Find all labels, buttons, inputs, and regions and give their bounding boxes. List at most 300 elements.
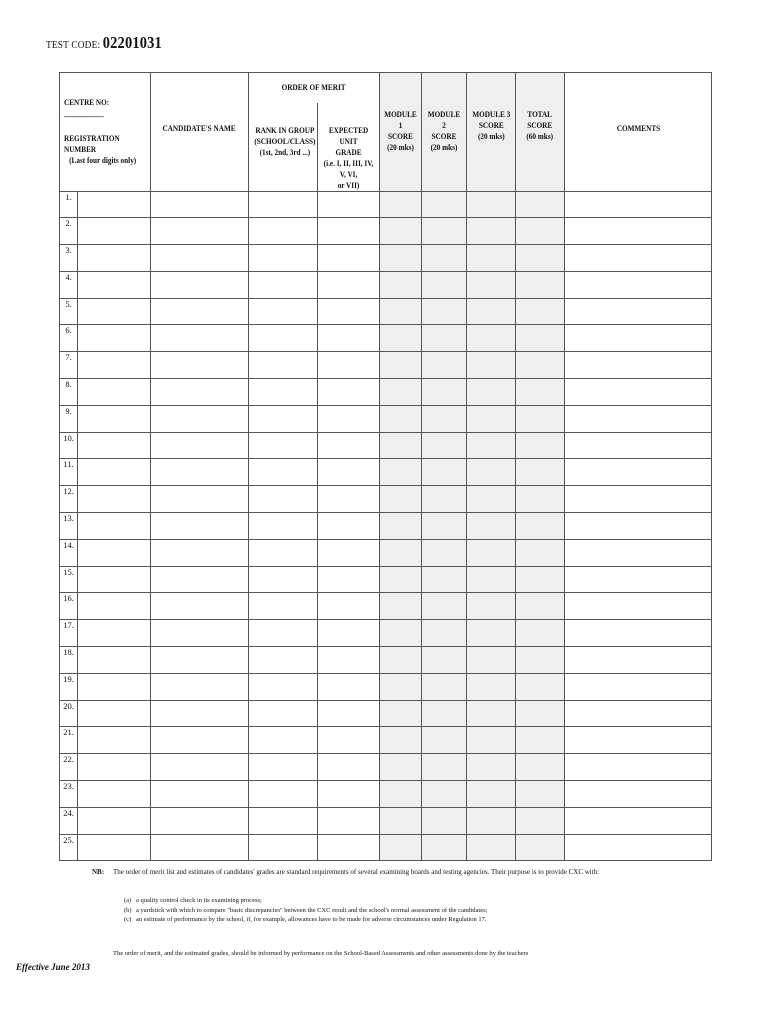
module3-score-cell[interactable] xyxy=(467,781,516,808)
expected-grade-cell[interactable] xyxy=(318,647,380,674)
comments-header: COMMENTS xyxy=(565,73,712,192)
module1-score-cell[interactable] xyxy=(380,486,422,513)
total-score-cell[interactable] xyxy=(516,191,565,218)
module1-score-cell[interactable] xyxy=(380,218,422,245)
module3-score-cell[interactable] xyxy=(467,807,516,834)
module2-score-cell[interactable] xyxy=(422,245,467,272)
rank-cell[interactable] xyxy=(249,379,318,406)
module3-score-cell[interactable] xyxy=(467,834,516,861)
row-number: 13. xyxy=(60,513,78,540)
rank-cell[interactable] xyxy=(249,245,318,272)
rank-cell[interactable] xyxy=(249,593,318,620)
comments-cell[interactable] xyxy=(565,781,712,808)
module2-score-cell[interactable] xyxy=(422,271,467,298)
candidate-name-cell[interactable] xyxy=(151,486,249,513)
expected-grade-cell[interactable] xyxy=(318,459,380,486)
module1-score-cell[interactable] xyxy=(380,459,422,486)
table-row xyxy=(60,727,712,754)
row-number: 20. xyxy=(60,700,78,727)
registration-cell[interactable] xyxy=(78,352,151,379)
rank-cell[interactable] xyxy=(249,566,318,593)
module1-score-cell[interactable] xyxy=(380,754,422,781)
module1-score-cell[interactable] xyxy=(380,271,422,298)
table-row xyxy=(60,218,712,245)
registration-cell[interactable] xyxy=(78,700,151,727)
candidate-name-cell[interactable] xyxy=(151,459,249,486)
comments-cell[interactable] xyxy=(565,593,712,620)
row-number: 23. xyxy=(60,781,78,808)
expected-grade-cell[interactable] xyxy=(318,539,380,566)
module3-score-cell[interactable] xyxy=(467,325,516,352)
nb-label: NB: xyxy=(92,868,105,876)
module1-score-cell[interactable] xyxy=(380,647,422,674)
module1-score-cell[interactable] xyxy=(380,432,422,459)
module1-score-cell[interactable] xyxy=(380,379,422,406)
candidate-name-cell[interactable] xyxy=(151,218,249,245)
table-row xyxy=(60,325,712,352)
comments-cell[interactable] xyxy=(565,298,712,325)
registration-cell[interactable] xyxy=(78,486,151,513)
module2-score-cell[interactable] xyxy=(422,379,467,406)
table-row xyxy=(60,539,712,566)
table-row xyxy=(60,245,712,272)
table-row xyxy=(60,405,712,432)
registration-cell[interactable] xyxy=(78,325,151,352)
rank-cell[interactable] xyxy=(249,781,318,808)
candidate-name-cell[interactable] xyxy=(151,673,249,700)
total-score-cell[interactable] xyxy=(516,245,565,272)
row-number: 7. xyxy=(60,352,78,379)
total-score-cell[interactable] xyxy=(516,379,565,406)
module2-score-cell[interactable] xyxy=(422,807,467,834)
module2-score-cell[interactable] xyxy=(422,191,467,218)
candidate-name-cell[interactable] xyxy=(151,647,249,674)
nb-items xyxy=(124,896,487,925)
module3-header: MODULE 3 SCORE (20 mks) xyxy=(467,73,516,192)
row-number: 25. xyxy=(60,834,78,861)
total-score-cell[interactable] xyxy=(516,405,565,432)
row-number: 15. xyxy=(60,566,78,593)
table-row xyxy=(60,807,712,834)
comments-cell[interactable] xyxy=(565,647,712,674)
module2-score-cell[interactable] xyxy=(422,432,467,459)
module3-score-cell[interactable] xyxy=(467,486,516,513)
table-row xyxy=(60,486,712,513)
last-four-label: (Last four digits only) xyxy=(69,155,137,166)
registration-cell[interactable] xyxy=(78,593,151,620)
order-of-merit-header: ORDER OF MERIT xyxy=(249,73,380,103)
expected-grade-cell[interactable] xyxy=(318,271,380,298)
row-number: 14. xyxy=(60,539,78,566)
module2-score-cell[interactable] xyxy=(422,566,467,593)
comments-cell[interactable] xyxy=(565,352,712,379)
total-score-cell[interactable] xyxy=(516,834,565,861)
table-row xyxy=(60,459,712,486)
module3-score-cell[interactable] xyxy=(467,432,516,459)
module3-score-cell[interactable] xyxy=(467,727,516,754)
total-score-cell[interactable] xyxy=(516,673,565,700)
registration-cell[interactable] xyxy=(78,620,151,647)
total-score-cell[interactable] xyxy=(516,539,565,566)
table-row xyxy=(60,647,712,674)
table-row xyxy=(60,298,712,325)
table-row xyxy=(60,513,712,540)
rank-in-group-header: RANK IN GROUP (SCHOOL/CLASS) (1st, 2nd, 3rd ...) xyxy=(249,103,318,192)
row-number: 21. xyxy=(60,727,78,754)
module2-score-cell[interactable] xyxy=(422,298,467,325)
module2-score-cell[interactable] xyxy=(422,673,467,700)
module2-score-cell[interactable] xyxy=(422,513,467,540)
module2-score-cell[interactable] xyxy=(422,352,467,379)
module3-score-cell[interactable] xyxy=(467,539,516,566)
table-row xyxy=(60,593,712,620)
module1-header: MODULE 1 SCORE (20 mks) xyxy=(380,73,422,192)
comments-cell[interactable] xyxy=(565,405,712,432)
expected-grade-cell[interactable] xyxy=(318,807,380,834)
registration-cell[interactable] xyxy=(78,647,151,674)
module2-score-cell[interactable] xyxy=(422,620,467,647)
row-number: 1. xyxy=(60,191,78,218)
module3-score-cell[interactable] xyxy=(467,593,516,620)
comments-cell[interactable] xyxy=(565,191,712,218)
table-row xyxy=(60,834,712,861)
module1-score-cell[interactable] xyxy=(380,807,422,834)
module3-score-cell[interactable] xyxy=(467,673,516,700)
comments-cell[interactable] xyxy=(565,807,712,834)
rank-cell[interactable] xyxy=(249,432,318,459)
table-row xyxy=(60,673,712,700)
total-score-cell[interactable] xyxy=(516,486,565,513)
expected-grade-cell[interactable] xyxy=(318,673,380,700)
comments-cell[interactable] xyxy=(565,834,712,861)
module3-score-cell[interactable] xyxy=(467,566,516,593)
total-score-cell[interactable] xyxy=(516,700,565,727)
candidate-name-cell[interactable] xyxy=(151,405,249,432)
module3-score-cell[interactable] xyxy=(467,191,516,218)
expected-grade-cell[interactable] xyxy=(318,513,380,540)
registration-cell[interactable] xyxy=(78,245,151,272)
total-score-cell[interactable] xyxy=(516,325,565,352)
total-score-cell[interactable] xyxy=(516,271,565,298)
rank-cell[interactable] xyxy=(249,271,318,298)
registration-cell[interactable] xyxy=(78,727,151,754)
total-score-cell[interactable] xyxy=(516,298,565,325)
module3-score-cell[interactable] xyxy=(467,700,516,727)
candidate-name-cell[interactable] xyxy=(151,539,249,566)
candidate-name-header: CANDIDATE'S NAME xyxy=(151,73,249,192)
registration-number-label: REGISTRATION NUMBER xyxy=(64,133,120,155)
total-score-cell[interactable] xyxy=(516,352,565,379)
module1-score-cell[interactable] xyxy=(380,191,422,218)
comments-cell[interactable] xyxy=(565,379,712,406)
expected-grade-cell[interactable] xyxy=(318,486,380,513)
module3-score-cell[interactable] xyxy=(467,647,516,674)
module2-score-cell[interactable] xyxy=(422,781,467,808)
module1-score-cell[interactable] xyxy=(380,727,422,754)
registration-cell[interactable] xyxy=(78,834,151,861)
row-number: 4. xyxy=(60,271,78,298)
total-score-cell[interactable] xyxy=(516,727,565,754)
comments-cell[interactable] xyxy=(565,245,712,272)
registration-cell[interactable] xyxy=(78,673,151,700)
expected-grade-header: EXPECTED UNIT GRADE (i.e. I, II, III, IV, V, VI, or VII) xyxy=(318,103,380,192)
candidate-name-cell[interactable] xyxy=(151,245,249,272)
candidate-name-cell[interactable] xyxy=(151,325,249,352)
registration-cell[interactable] xyxy=(78,271,151,298)
candidate-name-cell[interactable] xyxy=(151,620,249,647)
module1-score-cell[interactable] xyxy=(380,513,422,540)
rank-cell[interactable] xyxy=(249,807,318,834)
module2-score-cell[interactable] xyxy=(422,727,467,754)
module2-score-cell[interactable] xyxy=(422,700,467,727)
candidate-name-cell[interactable] xyxy=(151,379,249,406)
expected-grade-cell[interactable] xyxy=(318,754,380,781)
table-row xyxy=(60,620,712,647)
comments-cell[interactable] xyxy=(565,620,712,647)
total-score-header: TOTAL SCORE (60 mks) xyxy=(516,73,565,192)
rank-cell[interactable] xyxy=(249,727,318,754)
row-number: 8. xyxy=(60,379,78,406)
rank-cell[interactable] xyxy=(249,620,318,647)
module1-score-cell[interactable] xyxy=(380,298,422,325)
module3-score-cell[interactable] xyxy=(467,379,516,406)
registration-cell[interactable] xyxy=(78,379,151,406)
module3-score-cell[interactable] xyxy=(467,513,516,540)
module3-score-cell[interactable] xyxy=(467,754,516,781)
expected-grade-cell[interactable] xyxy=(318,218,380,245)
table-row xyxy=(60,271,712,298)
centre-no-label: CENTRE NO: ___________ xyxy=(64,97,110,119)
expected-grade-cell[interactable] xyxy=(318,405,380,432)
module1-score-cell[interactable] xyxy=(380,352,422,379)
rank-cell[interactable] xyxy=(249,647,318,674)
row-number: 10. xyxy=(60,432,78,459)
module2-score-cell[interactable] xyxy=(422,218,467,245)
expected-grade-cell[interactable] xyxy=(318,620,380,647)
module1-score-cell[interactable] xyxy=(380,781,422,808)
module2-score-cell[interactable] xyxy=(422,593,467,620)
rank-cell[interactable] xyxy=(249,218,318,245)
nb-item: (c) an estimate of performance by the school, if, for example, allowances have to be made for adverse circumstances under Regulation 17. xyxy=(124,916,487,923)
registration-cell[interactable] xyxy=(78,459,151,486)
registration-cell[interactable] xyxy=(78,566,151,593)
rank-cell[interactable] xyxy=(249,459,318,486)
test-code xyxy=(46,33,162,53)
comments-cell[interactable] xyxy=(565,673,712,700)
row-number: 17. xyxy=(60,620,78,647)
module3-score-cell[interactable] xyxy=(467,459,516,486)
module3-score-cell[interactable] xyxy=(467,352,516,379)
expected-grade-cell[interactable] xyxy=(318,245,380,272)
row-number: 9. xyxy=(60,405,78,432)
rank-cell[interactable] xyxy=(249,754,318,781)
candidate-name-cell[interactable] xyxy=(151,700,249,727)
registration-cell[interactable] xyxy=(78,218,151,245)
module1-score-cell[interactable] xyxy=(380,673,422,700)
row-number: 3. xyxy=(60,245,78,272)
row-number: 22. xyxy=(60,754,78,781)
candidate-name-cell[interactable] xyxy=(151,352,249,379)
table-row xyxy=(60,781,712,808)
expected-grade-cell[interactable] xyxy=(318,325,380,352)
module2-score-cell[interactable] xyxy=(422,834,467,861)
nb-footer: The order of merit, and the estimated grades, should be informed by performance on the School-Based Assessments and other assessments done by the teachers xyxy=(113,950,529,957)
table-row xyxy=(60,191,712,218)
table-row xyxy=(60,700,712,727)
module2-score-cell[interactable] xyxy=(422,647,467,674)
expected-grade-cell[interactable] xyxy=(318,593,380,620)
row-number: 5. xyxy=(60,298,78,325)
module1-score-cell[interactable] xyxy=(380,620,422,647)
registration-header xyxy=(60,73,151,192)
rank-cell[interactable] xyxy=(249,191,318,218)
registration-cell[interactable] xyxy=(78,298,151,325)
registration-cell[interactable] xyxy=(78,513,151,540)
table-row xyxy=(60,566,712,593)
comments-cell[interactable] xyxy=(565,271,712,298)
row-number: 19. xyxy=(60,673,78,700)
total-score-cell[interactable] xyxy=(516,807,565,834)
rank-cell[interactable] xyxy=(249,513,318,540)
table-row xyxy=(60,432,712,459)
module1-score-cell[interactable] xyxy=(380,405,422,432)
candidate-name-cell[interactable] xyxy=(151,727,249,754)
candidate-name-cell[interactable] xyxy=(151,271,249,298)
module1-score-cell[interactable] xyxy=(380,566,422,593)
comments-cell[interactable] xyxy=(565,459,712,486)
module2-score-cell[interactable] xyxy=(422,325,467,352)
module2-score-cell[interactable] xyxy=(422,405,467,432)
module1-score-cell[interactable] xyxy=(380,325,422,352)
candidate-name-cell[interactable] xyxy=(151,834,249,861)
registration-cell[interactable] xyxy=(78,807,151,834)
module3-score-cell[interactable] xyxy=(467,405,516,432)
table-row xyxy=(60,754,712,781)
total-score-cell[interactable] xyxy=(516,620,565,647)
test-code-label: TEST CODE: xyxy=(46,39,101,51)
rank-cell[interactable] xyxy=(249,325,318,352)
module2-header: MODULE 2 SCORE (20 mks) xyxy=(422,73,467,192)
effective-date: Effective June 2013 xyxy=(16,962,90,972)
expected-grade-cell[interactable] xyxy=(318,432,380,459)
total-score-cell[interactable] xyxy=(516,593,565,620)
registration-cell[interactable] xyxy=(78,432,151,459)
module1-score-cell[interactable] xyxy=(380,700,422,727)
candidate-name-cell[interactable] xyxy=(151,593,249,620)
module2-score-cell[interactable] xyxy=(422,754,467,781)
module3-score-cell[interactable] xyxy=(467,620,516,647)
candidate-name-cell[interactable] xyxy=(151,754,249,781)
candidate-name-cell[interactable] xyxy=(151,513,249,540)
rank-cell[interactable] xyxy=(249,352,318,379)
total-score-cell[interactable] xyxy=(516,647,565,674)
row-number: 18. xyxy=(60,647,78,674)
expected-grade-cell[interactable] xyxy=(318,727,380,754)
comments-cell[interactable] xyxy=(565,727,712,754)
module1-score-cell[interactable] xyxy=(380,245,422,272)
row-number: 6. xyxy=(60,325,78,352)
module3-score-cell[interactable] xyxy=(467,271,516,298)
total-score-cell[interactable] xyxy=(516,513,565,540)
expected-grade-cell[interactable] xyxy=(318,834,380,861)
module3-score-cell[interactable] xyxy=(467,245,516,272)
total-score-cell[interactable] xyxy=(516,218,565,245)
registration-cell[interactable] xyxy=(78,405,151,432)
comments-cell[interactable] xyxy=(565,513,712,540)
module2-score-cell[interactable] xyxy=(422,539,467,566)
total-score-cell[interactable] xyxy=(516,566,565,593)
module2-score-cell[interactable] xyxy=(422,486,467,513)
expected-grade-cell[interactable] xyxy=(318,379,380,406)
expected-grade-cell[interactable] xyxy=(318,700,380,727)
rank-cell[interactable] xyxy=(249,673,318,700)
expected-grade-cell[interactable] xyxy=(318,566,380,593)
comments-cell[interactable] xyxy=(565,754,712,781)
expected-grade-cell[interactable] xyxy=(318,298,380,325)
nb-item: (b) a yardstick with which to compare "basic discrepancies" between the CXC result and the school's normal assessment of the candidates; xyxy=(124,906,488,914)
comments-cell[interactable] xyxy=(565,325,712,352)
nb-item: (a) a quality control check in its examining process; xyxy=(124,897,262,904)
row-number: 16. xyxy=(60,593,78,620)
row-number: 12. xyxy=(60,486,78,513)
module3-score-cell[interactable] xyxy=(467,298,516,325)
module1-score-cell[interactable] xyxy=(380,593,422,620)
comments-cell[interactable] xyxy=(565,566,712,593)
candidate-name-cell[interactable] xyxy=(151,432,249,459)
candidate-name-cell[interactable] xyxy=(151,566,249,593)
candidate-name-cell[interactable] xyxy=(151,298,249,325)
comments-cell[interactable] xyxy=(565,539,712,566)
registration-cell[interactable] xyxy=(78,191,151,218)
rank-cell[interactable] xyxy=(249,298,318,325)
total-score-cell[interactable] xyxy=(516,754,565,781)
total-score-cell[interactable] xyxy=(516,432,565,459)
expected-grade-cell[interactable] xyxy=(318,352,380,379)
registration-cell[interactable] xyxy=(78,781,151,808)
table-row xyxy=(60,352,712,379)
comments-cell[interactable] xyxy=(565,218,712,245)
row-number: 24. xyxy=(60,807,78,834)
table-row xyxy=(60,379,712,406)
comments-cell[interactable] xyxy=(565,432,712,459)
module3-score-cell[interactable] xyxy=(467,218,516,245)
module2-score-cell[interactable] xyxy=(422,459,467,486)
total-score-cell[interactable] xyxy=(516,459,565,486)
rank-cell[interactable] xyxy=(249,539,318,566)
total-score-cell[interactable] xyxy=(516,781,565,808)
row-number: 2. xyxy=(60,218,78,245)
expected-grade-cell[interactable] xyxy=(318,191,380,218)
rank-cell[interactable] xyxy=(249,405,318,432)
module1-score-cell[interactable] xyxy=(380,539,422,566)
candidate-name-cell[interactable] xyxy=(151,807,249,834)
order-of-merit-table xyxy=(59,72,712,861)
rank-cell[interactable] xyxy=(249,486,318,513)
expected-grade-cell[interactable] xyxy=(318,781,380,808)
row-number: 11. xyxy=(60,459,78,486)
candidate-name-cell[interactable] xyxy=(151,191,249,218)
comments-cell[interactable] xyxy=(565,486,712,513)
module1-score-cell[interactable] xyxy=(380,834,422,861)
test-code-value: 02201031 xyxy=(102,33,162,52)
registration-cell[interactable] xyxy=(78,539,151,566)
candidate-name-cell[interactable] xyxy=(151,781,249,808)
registration-cell[interactable] xyxy=(78,754,151,781)
comments-cell[interactable] xyxy=(565,700,712,727)
nb-text: The order of merit list and estimates of candidates' grades are standard requirements of several examining boards and testing agencies. Their purpose is to provide CXC with: xyxy=(113,868,600,876)
rank-cell[interactable] xyxy=(249,834,318,861)
rank-cell[interactable] xyxy=(249,700,318,727)
